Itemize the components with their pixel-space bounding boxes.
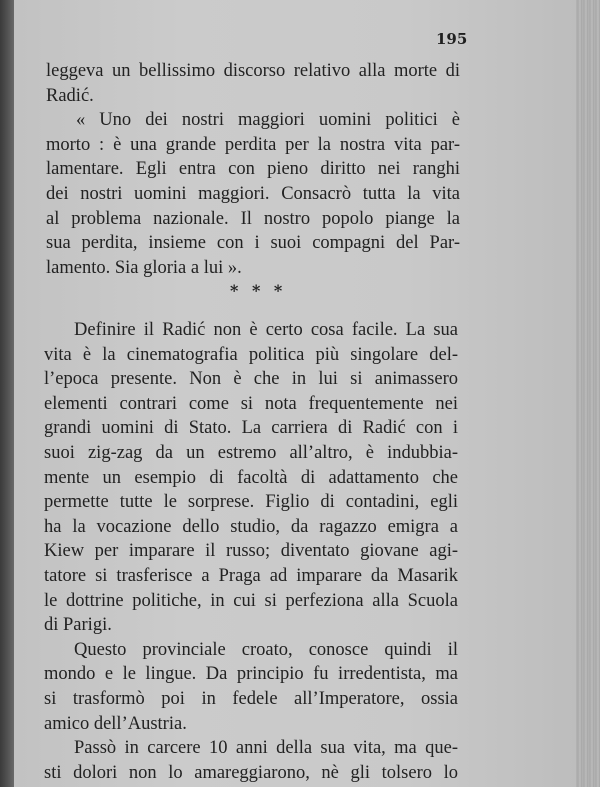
text-line: dei nostri uomini maggiori. Consacrò tutta la vita: [46, 183, 460, 204]
text-line: al problema nazionale. Il nostro popolo piange la: [46, 208, 460, 229]
text-line: di Parigi.: [44, 615, 112, 636]
text-line: mondo e le lingue. Da principio fu irredentista, ma: [44, 664, 458, 685]
text-line: morto : è una grande perdita per la nostra vita par-: [46, 134, 460, 155]
text-line: l’epoca presente. Non è che in lui si animassero: [44, 369, 458, 390]
text-block-quote: [46, 59, 460, 280]
text-line: tatore si trasferisce a Praga ad imparare da Masarik: [44, 565, 458, 586]
text-line: lamento. Sia gloria a lui ».: [46, 257, 242, 278]
text-line: sti dolori non lo amareggiarono, nè gli tolsero lo: [44, 762, 458, 783]
text-line: suoi zig-zag da un estremo all’altro, è indubbia-: [44, 442, 458, 463]
book-binding-edge: [0, 0, 14, 787]
text-line: amico dell’Austria.: [44, 713, 187, 734]
text-line: ha la vocazione dello studio, da ragazzo emigra a: [44, 516, 458, 537]
text-line: elementi contrari come si nota frequentemente nei: [44, 393, 458, 414]
text-line: Definire il Radić non è certo cosa facile. La sua: [74, 320, 458, 340]
section-separator: * * *: [230, 281, 287, 300]
text-line: Radić.: [46, 85, 94, 106]
text-block-main: [44, 318, 458, 785]
text-line: lamentare. Egli entra con pieno diritto nei ranghi: [46, 159, 460, 180]
text-line: grandi uomini di Stato. La carriera di Radić con i: [44, 418, 458, 439]
text-line: mente un esempio di facoltà di adattamento che: [44, 467, 458, 488]
text-line: « Uno dei nostri maggiori uomini politici è: [76, 110, 460, 131]
text-line: Passò in carcere 10 anni della sua vita, ma que-: [74, 738, 458, 759]
text-line: sua perdita, insieme con i suoi compagni del Par-: [46, 233, 460, 254]
text-line: vita è la cinematografia politica più singolare del-: [44, 344, 458, 365]
text-line: le dottrine politiche, in cui si perfeziona alla Scuola: [44, 590, 458, 611]
page-number: 195: [436, 30, 468, 48]
text-line: Questo provinciale croato, conosce quindi il: [74, 639, 458, 660]
text-line: Kiew per imparare il russo; diventato giovane agi-: [44, 541, 458, 562]
text-line: si trasformò poi in fedele all’Imperatore, ossia: [44, 688, 458, 709]
text-line: leggeva un bellissimo discorso relativo alla morte di: [46, 61, 460, 81]
text-line: permette tutte le sorprese. Figlio di contadini, egli: [44, 492, 458, 513]
page-stack-edge: [576, 0, 600, 787]
